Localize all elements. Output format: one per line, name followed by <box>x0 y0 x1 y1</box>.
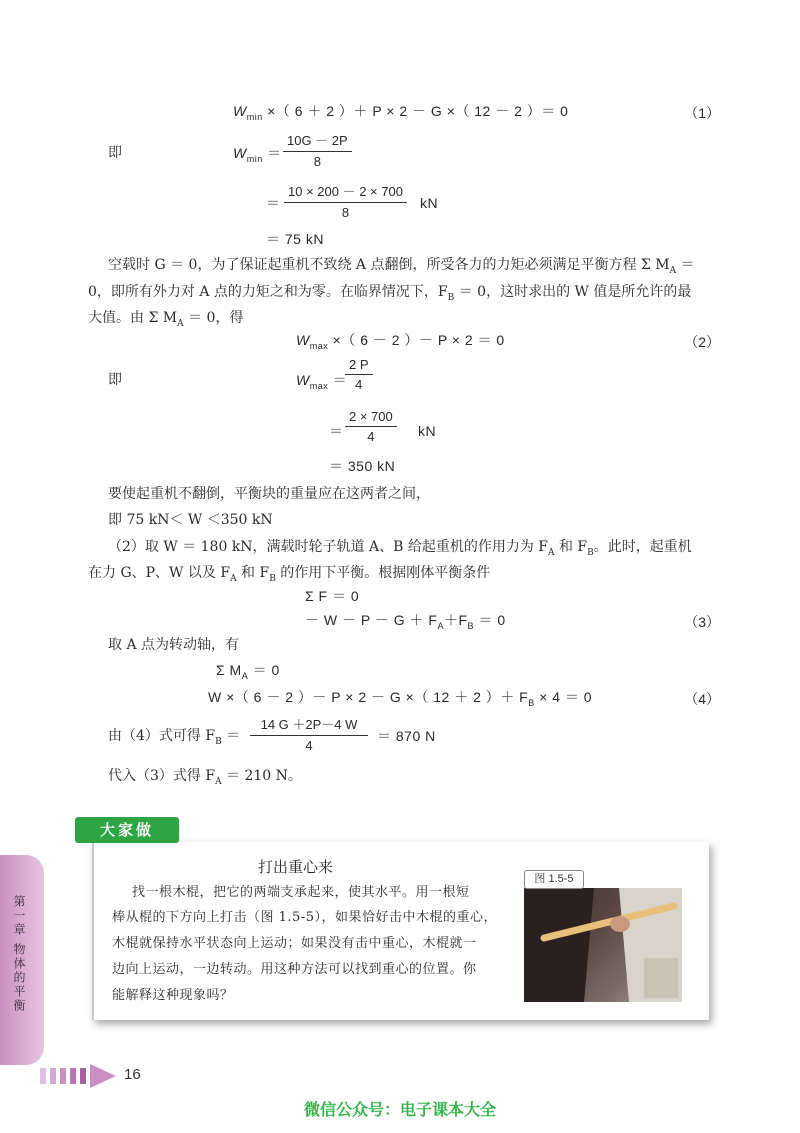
fb-fraction: 14 G ＋2P－4 W 4 <box>250 714 368 753</box>
activity-line: 找一根木棍，把它的两端支承起来，使其水平。用一根短 <box>132 885 470 900</box>
wmax-step2-fraction: 2 × 700 4 <box>345 409 397 444</box>
wmin-step2-unit: kN <box>420 195 439 211</box>
photo-hand <box>610 916 630 932</box>
ji-label-2: 即 <box>108 372 122 388</box>
wmax-step2-eq: ＝ <box>329 423 344 439</box>
equation-2: $W_{max}$ ×（ 6 － 2 ）－ P × 2 ＝ 0 <box>296 332 505 351</box>
sub-eq3: 代入（3）式得 $F_A = 210$ N。 <box>108 768 302 787</box>
para2: 要使起重机不翻倒，平衡块的重量应在这两者之间， <box>108 486 430 502</box>
activity-line: 能解释这种现象吗？ <box>112 988 234 1003</box>
chapter-side-tab-label: 第一章 物体的平衡 <box>12 895 26 1013</box>
equation-1: $W_{min}$ ×（ 6 ＋ 2 ）＋ P × 2 － G ×（ 12 － 2 ）＝ 0 <box>233 103 569 122</box>
para1-line2: 0，即所有外力对 A 点的力矩之和为零。在临界情况下，$F_B = 0$，这时求出的 W 值是所允许的最 <box>88 284 692 303</box>
wmin-step2-eq: ＝ <box>266 195 281 211</box>
page-arrow-icon <box>40 1060 118 1092</box>
activity-line: 边向上运动，一边转动。用这种方法可以找到重心的位置。你 <box>112 962 477 977</box>
stick-photo-drawing <box>524 888 682 1002</box>
para3: 即 75 kN＜ W ＜350 kN <box>108 512 273 528</box>
equation-3: － $W - P - G + F_A+F_B = 0$ <box>305 612 506 631</box>
stick-photo <box>524 888 682 1002</box>
para4-line2: 在力 G、P、W 以及 $F_A$ 和 $F_B$ 的作用下平衡。根据刚体平衡条件 <box>88 565 491 584</box>
wmin-result: ＝ 75 kN <box>266 231 324 247</box>
equation-4-number: （4） <box>684 691 720 707</box>
equation-3-number: （3） <box>684 614 720 630</box>
fb-result: ＝ 870 N <box>377 728 436 744</box>
ji-label-1: 即 <box>108 145 122 161</box>
sum-f: Σ F ＝ 0 <box>305 588 360 604</box>
equation-1-number: （1） <box>684 105 720 121</box>
para1-line1: 空载时 G ＝ 0，为了保证起重机不致绕 A 点翻倒，所受各力的力矩必须满足平衡方程 Σ $M_A$ ＝ <box>108 257 695 276</box>
wmax-result: ＝ 350 kN <box>329 458 396 474</box>
wmax-lhs: $W_{max}$ ＝ <box>296 372 348 391</box>
wmin-step2-fraction: 10 × 200 － 2 × 700 8 <box>284 181 407 220</box>
activity-label: 大家做 <box>75 817 179 843</box>
sum-ma: Σ $M_A = 0$ <box>216 662 280 681</box>
wmin-fraction: 10G － 2P 8 <box>283 130 352 169</box>
page-number: 16 <box>124 1066 141 1083</box>
equation-2-number: （2） <box>684 334 720 350</box>
photo-bag-lower <box>644 958 678 998</box>
figure-label: 图 1.5-5 <box>524 870 584 889</box>
photo-shadow <box>524 888 594 1002</box>
footer-watermark: 微信公众号：电子课本大全 <box>303 1100 496 1119</box>
activity-line: 木棍就保持水平状态向上运动；如果没有击中重心，木棍就一 <box>112 936 477 951</box>
wmax-step2-unit: kN <box>418 423 437 439</box>
para4-line1: （2）取 W ＝ 180 kN，满载时轮子轨道 A、B 给起重机的作用力为 $F_A$ 和 $F_B$。此时，起重机 <box>108 539 692 558</box>
para1-line3: 大值。由 Σ $M_A = 0$，得 <box>88 310 244 329</box>
equation-4: W ×（ 6 － 2 ）－ P × 2 － G ×（ 12 ＋ 2 ）＋ $F_B \times 4 = 0$ <box>208 689 593 708</box>
wmax-fraction: 2 P 4 <box>345 357 373 392</box>
para5: 取 A 点为转动轴，有 <box>108 637 240 653</box>
activity-title: 打出重心来 <box>258 858 334 876</box>
wmin-lhs: $W_{min}$ ＝ <box>233 145 282 164</box>
activity-line: 棒从棍的下方向上打击（图 1.5-5），如果恰好击中木棍的重心， <box>112 910 497 925</box>
from-eq4-label: 由（4）式可得 $F_B$ ＝ <box>108 728 241 747</box>
